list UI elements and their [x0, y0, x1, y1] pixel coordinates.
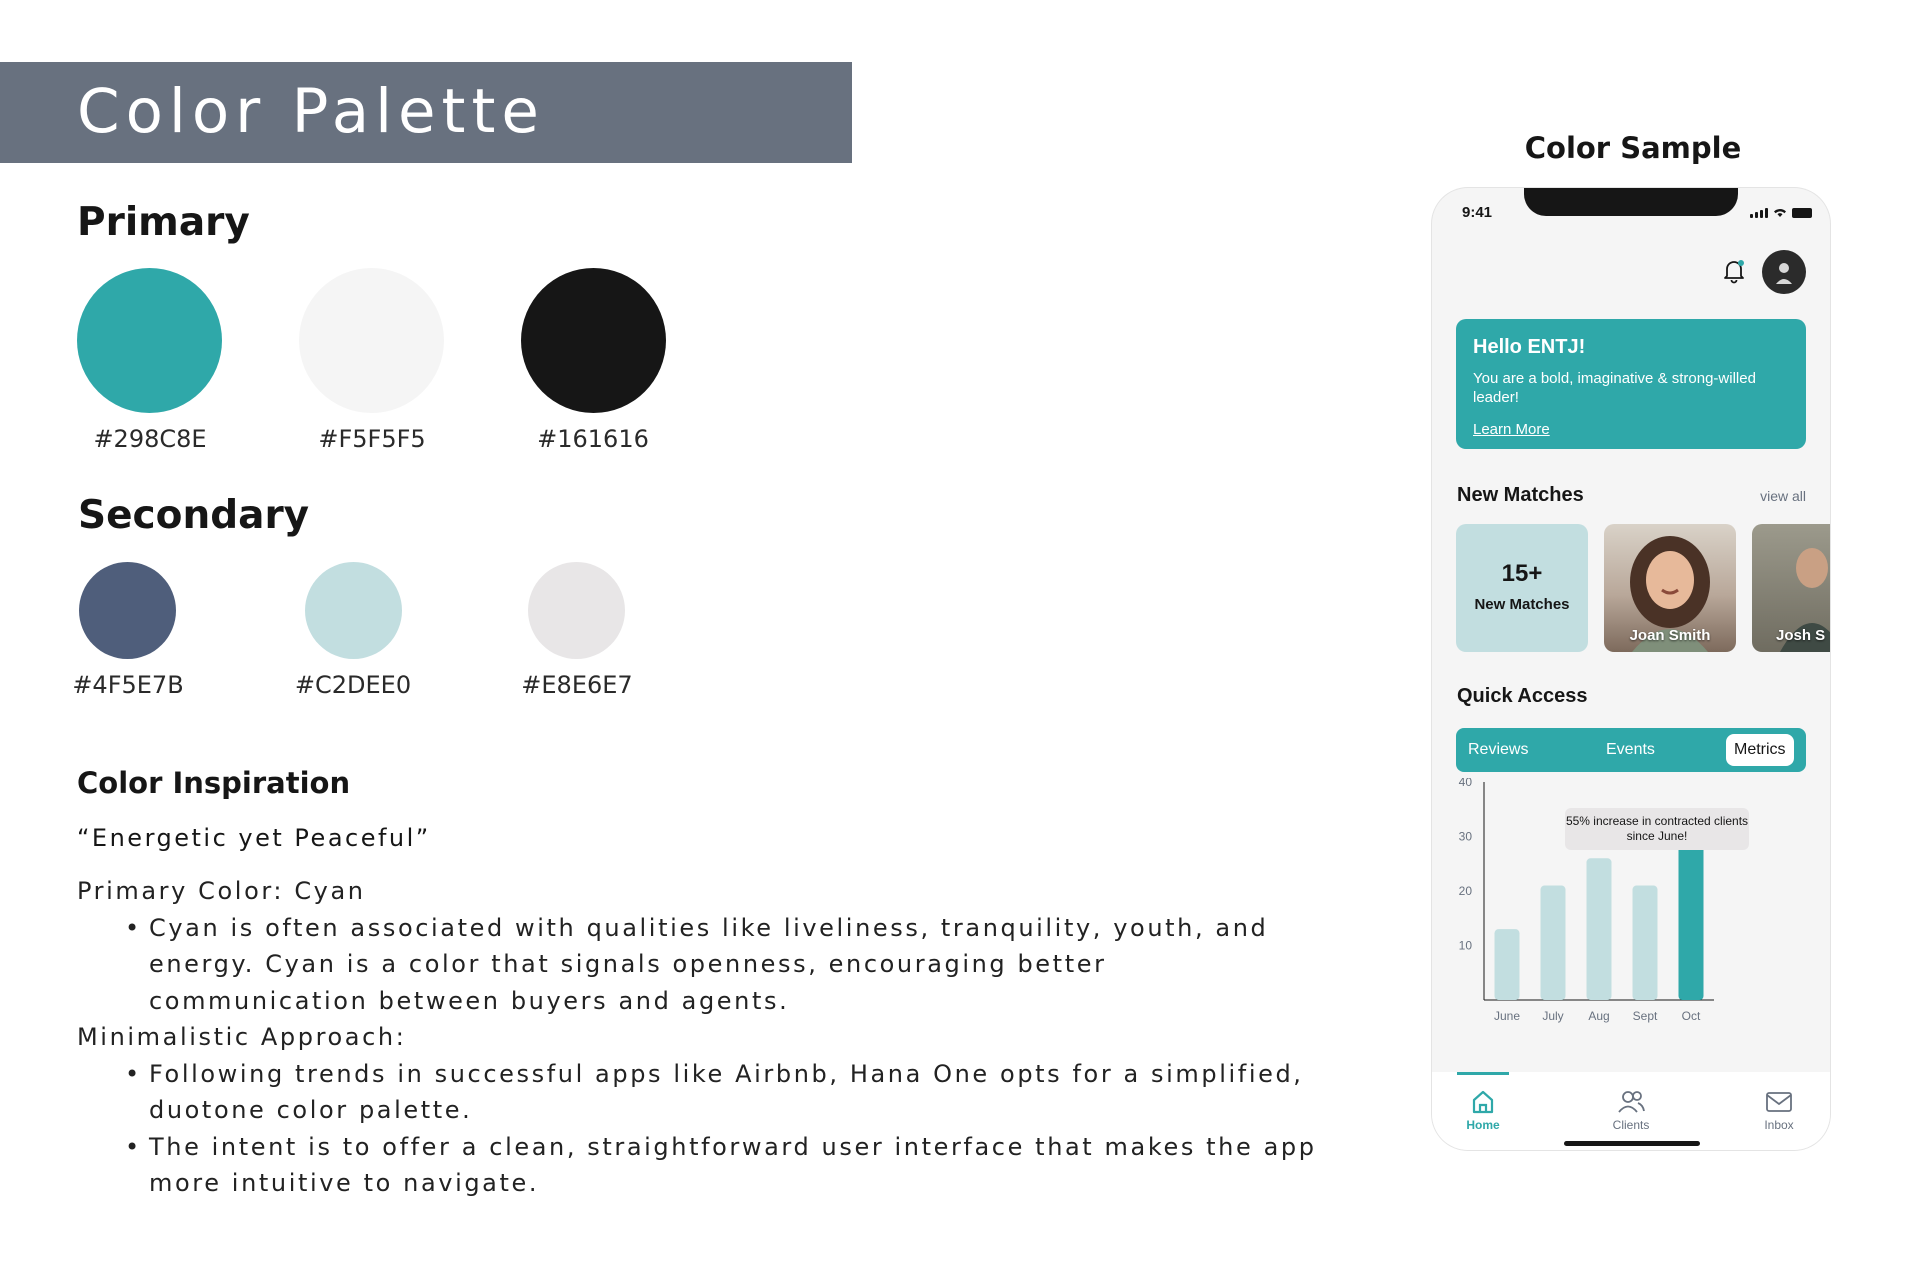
bell-icon[interactable]: [1722, 258, 1746, 284]
minimal-heading: Minimalistic Approach:: [77, 1023, 407, 1051]
bullet-line: duotone color palette.: [149, 1096, 473, 1124]
swatch-secondary-ice: [305, 562, 402, 659]
x-tick-label: July: [1542, 1009, 1564, 1023]
nav-home[interactable]: [1443, 1088, 1523, 1132]
bullet-line: communication between buyers and agents.: [149, 986, 790, 1015]
tab-events[interactable]: Events: [1606, 741, 1655, 758]
match-name: Josh S: [1776, 627, 1826, 644]
bullet-line: • The intent is to offer a clean, straightforward user interface that makes the app: [149, 1132, 1317, 1161]
hello-title: Hello ENTJ!: [1473, 336, 1586, 358]
match-card-josh[interactable]: [1752, 524, 1830, 652]
hex-label: #E8E6E7: [521, 671, 633, 699]
active-tab-indicator: [1457, 1072, 1509, 1075]
swatch-secondary-gray: [528, 562, 625, 659]
nav-clients[interactable]: [1591, 1088, 1671, 1132]
inspiration-quote: “Energetic yet Peaceful”: [77, 824, 431, 852]
battery-icon: [1792, 208, 1812, 218]
primary-title: Primary: [77, 200, 250, 245]
personality-card: [1456, 319, 1806, 449]
home-indicator: [1564, 1141, 1700, 1146]
x-tick-label: Aug: [1588, 1009, 1610, 1023]
swatch-secondary-slate: [79, 562, 176, 659]
hex-label: #161616: [537, 425, 649, 453]
match-count: 15+: [1501, 560, 1543, 587]
wifi-icon: [1773, 207, 1787, 218]
chart-bar: [1587, 858, 1612, 1000]
phone-notch: [1524, 188, 1738, 216]
hex-label: #4F5E7B: [72, 671, 184, 699]
secondary-title: Secondary: [78, 493, 310, 538]
chart-bar: [1495, 929, 1520, 1000]
swatch-primary-cyan: [77, 268, 222, 413]
bullet-cyan: [77, 910, 1337, 1020]
match-count-label: New Matches: [1474, 596, 1570, 613]
hello-description: You are a bold, imaginative & strong-willed leader!: [1473, 370, 1756, 406]
match-count-card[interactable]: [1456, 524, 1588, 652]
y-tick-label: 40: [1458, 778, 1472, 789]
view-all-link[interactable]: view all: [1760, 488, 1806, 504]
chart-bar: [1633, 886, 1658, 1000]
home-icon: [1469, 1088, 1497, 1116]
learn-more-link[interactable]: Learn More: [1473, 421, 1550, 438]
hex-label: #298C8E: [93, 425, 207, 453]
bullet-intent: [77, 1129, 1337, 1202]
bullet-airbnb: [77, 1056, 1337, 1129]
status-time: 9:41: [1462, 204, 1493, 221]
tab-reviews[interactable]: Reviews: [1468, 741, 1529, 758]
clients-icon: [1616, 1088, 1646, 1116]
status-icons: [1750, 206, 1812, 218]
signal-icon: [1750, 208, 1768, 218]
x-tick-label: Sept: [1632, 1009, 1658, 1023]
bullet-line: • Cyan is often associated with qualities like liveliness, tranquility, youth, and: [149, 913, 1269, 942]
bullet-line: energy. Cyan is a color that signals openness, encouraging better: [149, 950, 1107, 978]
new-matches-title: New Matches: [1457, 484, 1584, 506]
hex-label: #F5F5F5: [318, 425, 426, 453]
tab-metrics[interactable]: Metrics: [1726, 734, 1794, 766]
chart-callout: 55% increase in contracted clients since June!: [1565, 808, 1749, 850]
chart-bar: [1541, 886, 1566, 1000]
primary-color-heading: Primary Color: Cyan: [77, 877, 366, 905]
y-tick-label: 20: [1458, 884, 1472, 898]
avatar[interactable]: [1762, 250, 1806, 294]
match-name: Joan Smith: [1629, 627, 1711, 644]
inspiration-title: Color Inspiration: [77, 766, 351, 800]
y-tick-label: 10: [1458, 938, 1472, 953]
header-banner: [0, 62, 852, 163]
inspiration-body: [77, 873, 1337, 1202]
nav-inbox[interactable]: [1739, 1088, 1819, 1132]
nav-label: Home: [1466, 1118, 1500, 1132]
x-tick-label: Oct: [1681, 1009, 1701, 1023]
y-tick-label: 30: [1458, 829, 1472, 844]
bullet-line: • Following trends in successful apps like Airbnb, Hana One opts for a simplified,: [149, 1059, 1304, 1088]
quick-access-title: Quick Access: [1457, 685, 1588, 707]
swatch-primary-light: [299, 268, 444, 413]
swatch-primary-dark: [521, 268, 666, 413]
quick-access-tabs: [1456, 728, 1806, 772]
phone-mockup: [1432, 188, 1830, 1150]
page-title: Color Palette: [77, 76, 545, 147]
nav-label: Clients: [1612, 1118, 1650, 1132]
bullet-line: more intuitive to navigate.: [149, 1169, 540, 1197]
x-tick-label: June: [1493, 1009, 1521, 1023]
nav-label: Inbox: [1764, 1118, 1794, 1132]
sample-title: Color Sample: [1524, 131, 1742, 165]
match-card-joan[interactable]: [1604, 524, 1736, 652]
hex-label: #C2DEE0: [294, 671, 412, 699]
inbox-icon: [1764, 1088, 1794, 1116]
